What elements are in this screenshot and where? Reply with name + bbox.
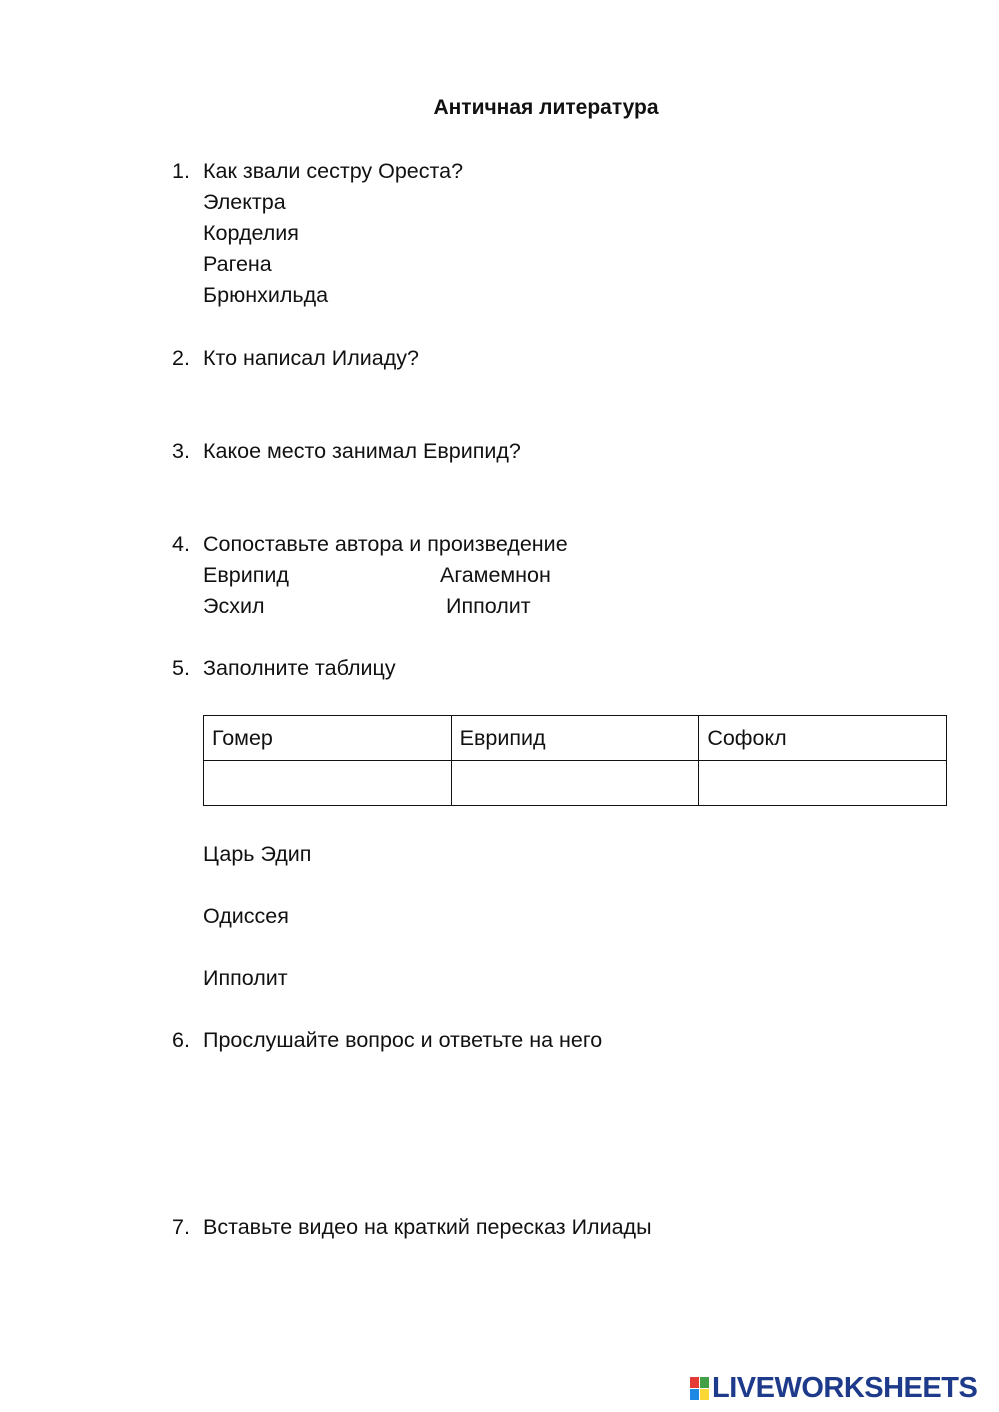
table-header-sophocles: Софокл	[699, 716, 947, 761]
liveworksheets-logo	[690, 1372, 977, 1405]
question-3-number: 3.	[172, 439, 190, 463]
logo-block	[700, 1389, 709, 1400]
author-works-table	[203, 715, 947, 806]
table-answer-row	[204, 761, 947, 806]
table-header-euripides: Еврипид	[451, 716, 699, 761]
q4-author-euripides[interactable]: Еврипид	[203, 563, 289, 587]
question-3-text: Какое место занимал Еврипид?	[203, 439, 521, 463]
question-4-number: 4.	[172, 532, 190, 556]
question-5-number: 5.	[172, 656, 190, 680]
question-7-number: 7.	[172, 1215, 190, 1239]
q4-work-hippolytus[interactable]: Ипполит	[446, 594, 531, 618]
logo-block	[690, 1377, 699, 1388]
q1-option-brunhilda[interactable]: Брюнхильда	[203, 283, 329, 307]
drop-zone-sophocles[interactable]	[699, 761, 947, 806]
drop-zone-euripides[interactable]	[451, 761, 699, 806]
q1-option-ragena[interactable]: Рагена	[203, 252, 272, 276]
logo-text: LIVEWORKSHEETS	[712, 1372, 978, 1404]
question-5-text: Заполните таблицу	[203, 656, 396, 680]
table-header-row	[204, 716, 947, 761]
logo-blocks-icon	[690, 1377, 709, 1400]
logo-block	[700, 1377, 709, 1388]
table-header-homer: Гомер	[204, 716, 452, 761]
q5-item-hippolytus[interactable]: Ипполит	[203, 966, 288, 990]
question-2-text: Кто написал Илиаду?	[203, 346, 419, 370]
question-6-number: 6.	[172, 1028, 190, 1052]
q4-work-agamemnon[interactable]: Агамемнон	[440, 563, 551, 587]
logo-block	[690, 1389, 699, 1400]
question-1-number: 1.	[172, 159, 190, 183]
q1-option-electra[interactable]: Электра	[203, 190, 286, 214]
question-7-text: Вставьте видео на краткий пересказ Илиады	[203, 1215, 652, 1239]
question-2-number: 2.	[172, 346, 190, 370]
question-6-text: Прослушайте вопрос и ответьте на него	[203, 1028, 603, 1052]
q5-item-oedipus-rex[interactable]: Царь Эдип	[203, 842, 312, 866]
q4-author-aeschylus[interactable]: Эсхил	[203, 594, 265, 618]
q1-option-cordelia[interactable]: Корделия	[203, 221, 299, 245]
q5-item-odyssey[interactable]: Одиссея	[203, 904, 289, 928]
drop-zone-homer[interactable]	[204, 761, 452, 806]
question-1-text: Как звали сестру Ореста?	[203, 159, 464, 183]
worksheet-title: Античная литература	[433, 96, 659, 119]
question-4-text: Сопоставьте автора и произведение	[203, 532, 568, 556]
